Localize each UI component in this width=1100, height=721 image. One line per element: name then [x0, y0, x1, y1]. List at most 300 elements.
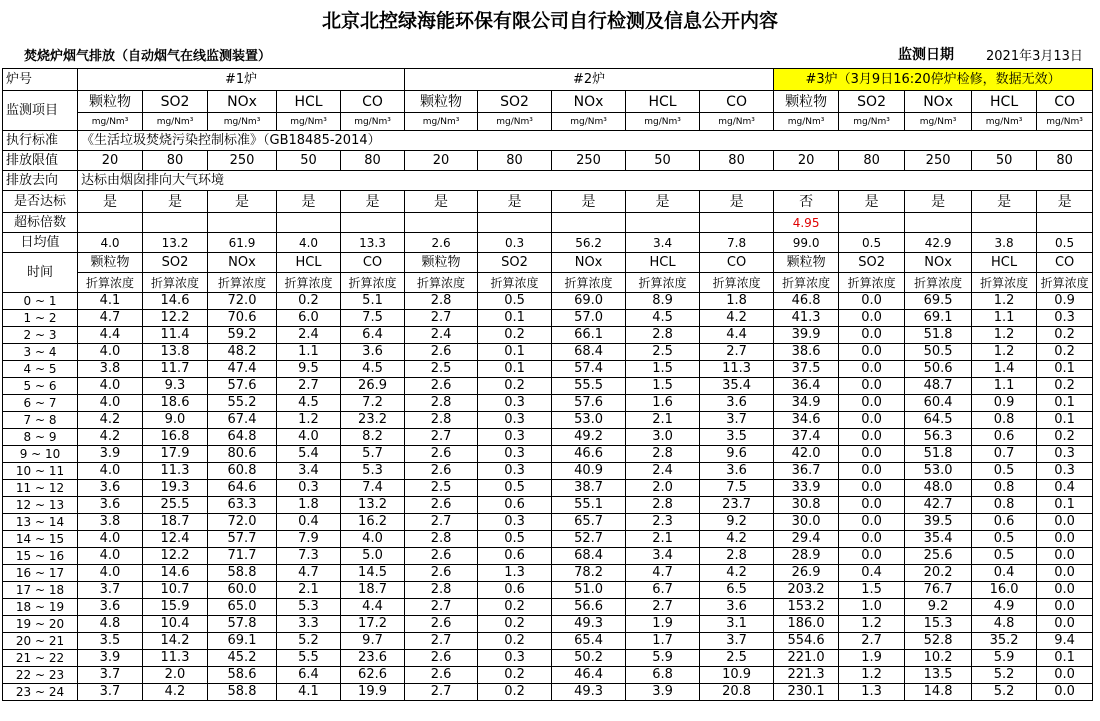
hourly-value-cell: 72.0	[208, 293, 277, 310]
hourly-value-cell: 4.2	[78, 412, 143, 429]
hourly-value-cell: 2.1	[626, 412, 700, 429]
hourly-value-cell: 4.7	[277, 565, 341, 582]
hourly-value-cell: 0.2	[277, 293, 341, 310]
hourly-pollutant-cell: CO	[1037, 253, 1093, 273]
hourly-value-cell: 11.3	[143, 463, 208, 480]
pollutant-header-cell: NOx	[552, 91, 626, 113]
hourly-value-cell: 33.9	[774, 480, 839, 497]
hourly-value-cell: 11.4	[143, 327, 208, 344]
furnace-3-header: #3炉（3月9日16:20停炉检修，数据无效）	[774, 69, 1093, 91]
hourly-row	[3, 633, 1093, 650]
daily-average-cell: 99.0	[774, 233, 839, 253]
time-cell: 8 ~ 9	[3, 429, 78, 446]
hourly-pollutant-cell: HCL	[626, 253, 700, 273]
hourly-row	[3, 667, 1093, 684]
pollutant-header-cell: HCL	[626, 91, 700, 113]
hourly-value-cell: 3.1	[700, 616, 774, 633]
hourly-value-cell: 0.2	[1037, 327, 1093, 344]
hourly-value-cell: 20.8	[700, 684, 774, 701]
pollutant-header-cell: HCL	[277, 91, 341, 113]
hourly-value-cell: 1.8	[700, 293, 774, 310]
compliance-cell: 是	[1037, 191, 1093, 213]
hourly-value-cell: 0.0	[839, 497, 905, 514]
hourly-value-cell: 0.3	[478, 412, 552, 429]
converted-label-cell: 折算浓度	[552, 273, 626, 293]
hourly-value-cell: 4.0	[78, 344, 143, 361]
daily-average-cell: 2.6	[405, 233, 478, 253]
hourly-value-cell: 2.6	[405, 463, 478, 480]
hourly-value-cell: 1.2	[277, 412, 341, 429]
hourly-value-cell: 13.5	[905, 667, 972, 684]
time-cell: 21 ~ 22	[3, 650, 78, 667]
hourly-value-cell: 66.1	[552, 327, 626, 344]
hourly-value-cell: 2.8	[626, 446, 700, 463]
hourly-value-cell: 69.0	[552, 293, 626, 310]
hourly-value-cell: 0.0	[1037, 616, 1093, 633]
hourly-value-cell: 0.1	[478, 310, 552, 327]
hourly-value-cell: 17.9	[143, 446, 208, 463]
hourly-value-cell: 554.6	[774, 633, 839, 650]
compliance-cell: 是	[905, 191, 972, 213]
hourly-value-cell: 4.9	[972, 599, 1037, 616]
hourly-value-cell: 0.0	[839, 463, 905, 480]
hourly-value-cell: 0.0	[839, 293, 905, 310]
hourly-row	[3, 582, 1093, 599]
hourly-value-cell: 46.8	[774, 293, 839, 310]
hourly-row	[3, 344, 1093, 361]
hourly-value-cell: 4.5	[341, 361, 405, 378]
hourly-value-cell: 2.7	[405, 310, 478, 327]
exceed-cell	[700, 213, 774, 233]
hourly-value-cell: 0.3	[277, 480, 341, 497]
compliance-cell: 是	[839, 191, 905, 213]
limit-cell: 20	[774, 151, 839, 171]
hourly-value-cell: 0.3	[1037, 463, 1093, 480]
hourly-value-cell: 38.6	[774, 344, 839, 361]
date-label: 监测日期	[898, 47, 954, 63]
hourly-value-cell: 3.7	[78, 684, 143, 701]
unit-cell: mg/Nm³	[839, 113, 905, 131]
hourly-value-cell: 2.7	[626, 599, 700, 616]
hourly-value-cell: 19.9	[341, 684, 405, 701]
daily-average-cell: 4.0	[78, 233, 143, 253]
unit-cell: mg/Nm³	[78, 113, 143, 131]
hourly-value-cell: 1.9	[626, 616, 700, 633]
hourly-value-cell: 3.6	[341, 344, 405, 361]
compliance-cell: 是	[208, 191, 277, 213]
hourly-value-cell: 0.8	[972, 497, 1037, 514]
unit-cell: mg/Nm³	[478, 113, 552, 131]
hourly-value-cell: 0.1	[1037, 497, 1093, 514]
hourly-value-cell: 0.0	[839, 395, 905, 412]
hourly-value-cell: 30.0	[774, 514, 839, 531]
hourly-value-cell: 2.1	[626, 531, 700, 548]
hourly-value-cell: 58.8	[208, 684, 277, 701]
hourly-value-cell: 78.2	[552, 565, 626, 582]
emissions-table	[2, 68, 1093, 701]
hourly-value-cell: 0.0	[1037, 684, 1093, 701]
pollutant-header-cell: 颗粒物	[405, 91, 478, 113]
destination-label: 排放去向	[3, 171, 78, 191]
time-cell: 3 ~ 4	[3, 344, 78, 361]
hourly-value-cell: 0.4	[277, 514, 341, 531]
pollutant-header-cell: CO	[341, 91, 405, 113]
daily-average-cell: 0.5	[1037, 233, 1093, 253]
hourly-value-cell: 3.4	[626, 548, 700, 565]
hourly-value-cell: 0.5	[972, 463, 1037, 480]
hourly-value-cell: 2.4	[405, 327, 478, 344]
hourly-value-cell: 37.5	[774, 361, 839, 378]
hourly-value-cell: 7.9	[277, 531, 341, 548]
hourly-value-cell: 52.8	[905, 633, 972, 650]
hourly-value-cell: 72.0	[208, 514, 277, 531]
hourly-value-cell: 0.1	[478, 361, 552, 378]
hourly-pollutant-cell: 颗粒物	[78, 253, 143, 273]
hourly-value-cell: 1.4	[972, 361, 1037, 378]
hourly-value-cell: 0.5	[478, 480, 552, 497]
compliance-cell: 是	[405, 191, 478, 213]
hourly-value-cell: 60.8	[208, 463, 277, 480]
time-cell: 9 ~ 10	[3, 446, 78, 463]
exceed-cell	[143, 213, 208, 233]
hourly-value-cell: 0.2	[1037, 429, 1093, 446]
hourly-value-cell: 0.3	[478, 514, 552, 531]
hourly-value-cell: 1.1	[972, 378, 1037, 395]
hourly-value-cell: 5.5	[277, 650, 341, 667]
hourly-value-cell: 45.2	[208, 650, 277, 667]
exceed-cell	[478, 213, 552, 233]
hourly-value-cell: 57.0	[552, 310, 626, 327]
hourly-row	[3, 361, 1093, 378]
hourly-value-cell: 0.6	[478, 497, 552, 514]
limits-row	[3, 151, 1093, 171]
time-cell: 1 ~ 2	[3, 310, 78, 327]
hourly-value-cell: 230.1	[774, 684, 839, 701]
hourly-value-cell: 5.2	[972, 684, 1037, 701]
unit-cell: mg/Nm³	[405, 113, 478, 131]
hourly-value-cell: 1.2	[839, 667, 905, 684]
hourly-value-cell: 2.6	[405, 378, 478, 395]
destination-value: 达标由烟囱排向大气环境	[78, 171, 1093, 191]
hourly-value-cell: 5.4	[277, 446, 341, 463]
hourly-value-cell: 2.5	[405, 361, 478, 378]
hourly-value-cell: 34.6	[774, 412, 839, 429]
hourly-value-cell: 0.0	[1037, 582, 1093, 599]
hourly-value-cell: 35.2	[972, 633, 1037, 650]
limit-cell: 50	[626, 151, 700, 171]
hourly-value-cell: 4.8	[78, 616, 143, 633]
exceed-cell	[78, 213, 143, 233]
time-cell: 17 ~ 18	[3, 582, 78, 599]
hourly-value-cell: 48.2	[208, 344, 277, 361]
hourly-row	[3, 565, 1093, 582]
converted-label-cell: 折算浓度	[700, 273, 774, 293]
hourly-value-cell: 51.8	[905, 327, 972, 344]
hourly-value-cell: 186.0	[774, 616, 839, 633]
unit-cell: mg/Nm³	[143, 113, 208, 131]
hourly-pollutant-cell: HCL	[277, 253, 341, 273]
converted-label-cell: 折算浓度	[626, 273, 700, 293]
hourly-value-cell: 1.3	[839, 684, 905, 701]
hourly-value-cell: 5.7	[341, 446, 405, 463]
hourly-value-cell: 34.9	[774, 395, 839, 412]
hourly-value-cell: 0.4	[972, 565, 1037, 582]
time-cell: 10 ~ 11	[3, 463, 78, 480]
time-cell: 5 ~ 6	[3, 378, 78, 395]
hourly-value-cell: 0.6	[478, 548, 552, 565]
hourly-value-cell: 0.0	[1037, 548, 1093, 565]
hourly-value-cell: 2.3	[626, 514, 700, 531]
hourly-value-cell: 0.2	[478, 599, 552, 616]
hourly-value-cell: 48.0	[905, 480, 972, 497]
hourly-value-cell: 10.9	[700, 667, 774, 684]
hourly-value-cell: 19.3	[143, 480, 208, 497]
daily-average-cell: 0.3	[478, 233, 552, 253]
exceed-row	[3, 213, 1093, 233]
hourly-value-cell: 57.7	[208, 531, 277, 548]
hourly-value-cell: 4.2	[700, 565, 774, 582]
daily-average-label: 日均值	[3, 233, 78, 253]
unit-cell: mg/Nm³	[774, 113, 839, 131]
hourly-value-cell: 1.9	[839, 650, 905, 667]
hourly-value-cell: 1.6	[626, 395, 700, 412]
hourly-value-cell: 0.2	[478, 378, 552, 395]
hourly-value-cell: 23.6	[341, 650, 405, 667]
compliance-label: 是否达标	[3, 191, 78, 213]
pollutant-header-cell: 颗粒物	[774, 91, 839, 113]
hourly-value-cell: 2.6	[405, 616, 478, 633]
exceed-cell: 4.95	[774, 213, 839, 233]
hourly-value-cell: 7.5	[700, 480, 774, 497]
time-cell: 13 ~ 14	[3, 514, 78, 531]
hourly-value-cell: 25.5	[143, 497, 208, 514]
daily-average-cell: 3.8	[972, 233, 1037, 253]
hourly-value-cell: 0.0	[1037, 514, 1093, 531]
hourly-value-cell: 4.4	[700, 327, 774, 344]
hourly-value-cell: 39.5	[905, 514, 972, 531]
hourly-value-cell: 0.0	[839, 548, 905, 565]
hourly-value-cell: 0.2	[478, 327, 552, 344]
hourly-value-cell: 68.4	[552, 344, 626, 361]
time-cell: 12 ~ 13	[3, 497, 78, 514]
hourly-value-cell: 221.0	[774, 650, 839, 667]
hourly-row	[3, 378, 1093, 395]
daily-average-cell: 13.2	[143, 233, 208, 253]
converted-label-cell: 折算浓度	[78, 273, 143, 293]
hourly-value-cell: 3.9	[78, 650, 143, 667]
hourly-value-cell: 0.1	[1037, 361, 1093, 378]
hourly-value-cell: 2.1	[277, 582, 341, 599]
hourly-value-cell: 48.7	[905, 378, 972, 395]
hourly-value-cell: 4.5	[626, 310, 700, 327]
hourly-value-cell: 65.0	[208, 599, 277, 616]
hourly-value-cell: 11.3	[143, 650, 208, 667]
compliance-cell: 是	[78, 191, 143, 213]
hourly-value-cell: 49.3	[552, 684, 626, 701]
hourly-pollutant-cell: 颗粒物	[405, 253, 478, 273]
hourly-value-cell: 0.0	[839, 412, 905, 429]
hourly-value-cell: 5.3	[341, 463, 405, 480]
converted-label-cell: 折算浓度	[208, 273, 277, 293]
pollutant-header-cell: SO2	[143, 91, 208, 113]
limit-cell: 80	[478, 151, 552, 171]
hourly-value-cell: 3.7	[700, 412, 774, 429]
hourly-value-cell: 3.6	[700, 395, 774, 412]
converted-label-cell: 折算浓度	[905, 273, 972, 293]
hourly-value-cell: 7.4	[341, 480, 405, 497]
hourly-row	[3, 514, 1093, 531]
hourly-value-cell: 1.2	[972, 327, 1037, 344]
hourly-row	[3, 310, 1093, 327]
hourly-value-cell: 0.0	[839, 327, 905, 344]
hourly-value-cell: 58.8	[208, 565, 277, 582]
hourly-value-cell: 1.8	[277, 497, 341, 514]
hourly-pollutant-cell: CO	[700, 253, 774, 273]
hourly-value-cell: 0.3	[1037, 310, 1093, 327]
daily-average-cell: 42.9	[905, 233, 972, 253]
converted-label-cell: 折算浓度	[839, 273, 905, 293]
hourly-pollutant-cell: SO2	[839, 253, 905, 273]
converted-label-cell: 折算浓度	[143, 273, 208, 293]
hourly-value-cell: 6.0	[277, 310, 341, 327]
hourly-value-cell: 9.2	[905, 599, 972, 616]
hourly-value-cell: 0.0	[1037, 565, 1093, 582]
hourly-value-cell: 57.8	[208, 616, 277, 633]
unit-cell: mg/Nm³	[341, 113, 405, 131]
hourly-value-cell: 47.4	[208, 361, 277, 378]
hourly-value-cell: 7.5	[341, 310, 405, 327]
hourly-value-cell: 2.0	[143, 667, 208, 684]
unit-cell: mg/Nm³	[972, 113, 1037, 131]
hourly-value-cell: 2.7	[277, 378, 341, 395]
hourly-value-cell: 14.6	[143, 565, 208, 582]
hourly-pollutant-row	[3, 253, 1093, 273]
pollutant-header-cell: SO2	[839, 91, 905, 113]
hourly-value-cell: 49.2	[552, 429, 626, 446]
standard-label: 执行标准	[3, 131, 78, 151]
hourly-row	[3, 650, 1093, 667]
hourly-value-cell: 9.2	[700, 514, 774, 531]
hourly-value-cell: 2.8	[626, 327, 700, 344]
pollutant-header-cell: HCL	[972, 91, 1037, 113]
hourly-pollutant-cell: SO2	[478, 253, 552, 273]
hourly-value-cell: 0.4	[839, 565, 905, 582]
hourly-value-cell: 4.0	[277, 429, 341, 446]
hourly-value-cell: 4.0	[78, 463, 143, 480]
hourly-value-cell: 203.2	[774, 582, 839, 599]
hourly-value-cell: 40.9	[552, 463, 626, 480]
hourly-value-cell: 2.6	[405, 344, 478, 361]
hourly-value-cell: 70.6	[208, 310, 277, 327]
hourly-value-cell: 42.0	[774, 446, 839, 463]
limit-cell: 50	[972, 151, 1037, 171]
hourly-row	[3, 599, 1093, 616]
exceed-cell	[972, 213, 1037, 233]
hourly-value-cell: 68.4	[552, 548, 626, 565]
hourly-row	[3, 429, 1093, 446]
hourly-value-cell: 9.7	[341, 633, 405, 650]
hourly-value-cell: 0.0	[839, 514, 905, 531]
limit-cell: 20	[78, 151, 143, 171]
hourly-value-cell: 36.7	[774, 463, 839, 480]
hourly-value-cell: 29.4	[774, 531, 839, 548]
standard-row	[3, 131, 1093, 151]
hourly-value-cell: 0.0	[1037, 531, 1093, 548]
hourly-value-cell: 4.8	[972, 616, 1037, 633]
hourly-value-cell: 221.3	[774, 667, 839, 684]
hourly-value-cell: 10.4	[143, 616, 208, 633]
hourly-value-cell: 2.7	[405, 514, 478, 531]
hourly-value-cell: 1.2	[972, 344, 1037, 361]
furnace-2-header: #2炉	[405, 69, 774, 91]
hourly-value-cell: 4.0	[341, 531, 405, 548]
destination-row	[3, 171, 1093, 191]
hourly-value-cell: 0.8	[972, 412, 1037, 429]
hourly-value-cell: 80.6	[208, 446, 277, 463]
hourly-value-cell: 38.7	[552, 480, 626, 497]
hourly-value-cell: 2.6	[405, 650, 478, 667]
report-subtitle: 焚烧炉烟气排放（自动烟气在线监测装置）	[24, 49, 272, 64]
hourly-value-cell: 15.9	[143, 599, 208, 616]
hourly-value-cell: 36.4	[774, 378, 839, 395]
hourly-value-cell: 2.6	[405, 548, 478, 565]
hourly-value-cell: 64.6	[208, 480, 277, 497]
limit-cell: 80	[143, 151, 208, 171]
exceed-cell	[626, 213, 700, 233]
hourly-value-cell: 6.8	[626, 667, 700, 684]
converted-label-cell: 折算浓度	[277, 273, 341, 293]
hourly-value-cell: 4.7	[626, 565, 700, 582]
hourly-value-cell: 2.7	[405, 599, 478, 616]
compliance-cell: 是	[478, 191, 552, 213]
hourly-pollutant-cell: NOx	[552, 253, 626, 273]
hourly-value-cell: 4.0	[78, 378, 143, 395]
hourly-value-cell: 53.0	[552, 412, 626, 429]
hourly-value-cell: 26.9	[341, 378, 405, 395]
hourly-value-cell: 5.9	[626, 650, 700, 667]
hourly-value-cell: 1.5	[626, 378, 700, 395]
hourly-value-cell: 3.8	[78, 514, 143, 531]
unit-cell: mg/Nm³	[277, 113, 341, 131]
time-cell: 18 ~ 19	[3, 599, 78, 616]
hourly-value-cell: 10.2	[905, 650, 972, 667]
compliance-row	[3, 191, 1093, 213]
hourly-value-cell: 16.8	[143, 429, 208, 446]
hourly-value-cell: 0.6	[478, 582, 552, 599]
hourly-value-cell: 13.8	[143, 344, 208, 361]
compliance-cell: 是	[700, 191, 774, 213]
hourly-value-cell: 0.3	[478, 395, 552, 412]
hourly-value-cell: 2.8	[700, 548, 774, 565]
hourly-value-cell: 71.7	[208, 548, 277, 565]
exceed-cell	[905, 213, 972, 233]
hourly-value-cell: 35.4	[905, 531, 972, 548]
time-cell: 0 ~ 1	[3, 293, 78, 310]
limit-cell: 250	[552, 151, 626, 171]
hourly-value-cell: 2.7	[700, 344, 774, 361]
hourly-value-cell: 7.2	[341, 395, 405, 412]
page-title: 北京北控绿海能环保有限公司自行检测及信息公开内容	[321, 10, 778, 32]
hourly-value-cell: 3.6	[700, 599, 774, 616]
daily-average-row	[3, 233, 1093, 253]
items-label: 监测项目	[3, 91, 78, 131]
unit-cell: mg/Nm³	[208, 113, 277, 131]
hourly-value-cell: 3.6	[78, 480, 143, 497]
converted-label-cell: 折算浓度	[1037, 273, 1093, 293]
hourly-value-cell: 1.1	[972, 310, 1037, 327]
hourly-value-cell: 1.5	[839, 582, 905, 599]
hourly-value-cell: 53.0	[905, 463, 972, 480]
